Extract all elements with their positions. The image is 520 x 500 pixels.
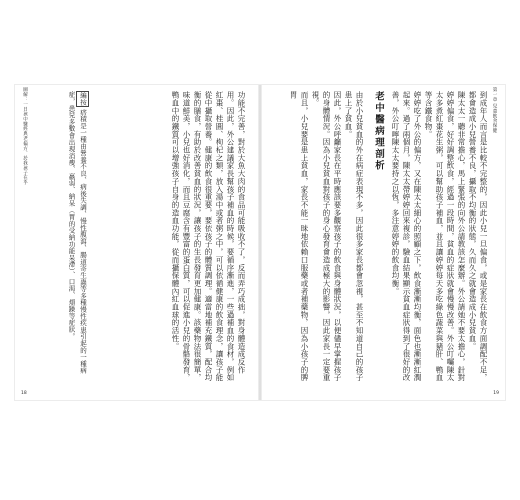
left-body-text xyxy=(95,91,247,383)
right-paragraph-3: 婷婷吃了外公的偏方，又在陳太太細心的照顧之下，飲食漸漸均衡，面色也漸漸紅潤起來。過了兩個月，陳太太帶婷婷回來複診，驗血結果顯示貧血症狀得到了很好的改善，外公叮嚀陳太太要持之以恆，多注意婷婷的飲食均衡。 xyxy=(391,91,422,382)
editor-note-label: 編按 xyxy=(76,91,90,107)
right-paragraph-4: 由於小兒貧血的外在病症表現不多，因此很多家長都會忽視，甚至不知道自己的孩子患上了貧血。 xyxy=(344,91,364,382)
right-paragraph-6: 而且，小兒要是患上貧血，家長不能一昧地依賴口服藥或者補藥物，因為小孩子的脾胃 xyxy=(289,91,309,382)
editor-note xyxy=(35,91,89,383)
right-paragraph-2: 陳太太一聽非常擔心，馬上緊張的向外公請教該怎麼辦。外公請她不要太擔心，針對婷婷偏食，好好調整飲食，經過一段時間，貧血的症狀就會慢慢改善。外公叮囑陳太太多煮紅棗花生粥，可以幫助孩子補血，並且讓婷婷每天多吃綠色蔬菜與豬肝、鴨血等含鐵食物。 xyxy=(424,91,466,382)
editor-note-text: 痞積是一種由營養不良、病後失調、慢性腹瀉、腸道寄生蟲等多種慢性疾患引起的一種病症，患兒多數會出現消瘦、羸弱、納呆（胃的受納功能呆滯）、口渴、煩躁等症狀。 xyxy=(67,91,87,374)
left-page xyxy=(15,85,260,400)
right-page xyxy=(260,85,505,400)
book-spread xyxy=(15,85,505,400)
right-body-text xyxy=(264,91,489,383)
right-page-number: 19 xyxy=(493,391,499,396)
right-paragraph-1: 到成年人而言是比較不完整的，因此小兒一旦偏食，或是家長在飲食方面調配不足，都會造成小兒營養不良，攝取不均衡的狀態，久而久之就會造成小兒貧血。 xyxy=(468,91,488,382)
left-page-number: 18 xyxy=(21,391,27,396)
right-paragraph-5: 因此，外公呼籲家長在平時應該要多觀察孩子的飲食與身體狀況，以便儘早掌握孩子的身體情況。因為小兒貧血對孩子的身心發育會造成極大的影響，因此家長一定要重視。 xyxy=(311,91,342,382)
section-title: 老中醫病理剖析 xyxy=(373,91,384,172)
left-paragraph: 功能不完善，對於大魚大肉的食品可能吸收不了，反而弄巧成拙，對身體造成反作用。因此，外公建議家長幫孩子補血的時候，要循序漸進，一些過補血的食材，例如紅棗、桂圓、枸杞之類，放入湯中或者粥之中，可以依循健康的飲食理念，讓孩子能從中攝取營養。健康的飲食很重要，要依孩子的體質調理。適當地補充鐵質，配合均衡的膳食，有助於改善貧血的狀況，讓孩子的生長發育更加健康。該藥物法很簡單，味道鮮美，小兒也好消化，而且豆腐含有豐富的蛋白質，可以促進小兒的骨骼發育，鴨血中的鐵質可以增強孩子自身的造血功能，從而攝保體內紅血球的活性。 xyxy=(171,91,246,382)
left-running-head: 圖解：一日孩中醫經典老偏方．於我孩子在乎 xyxy=(22,87,28,185)
right-running-head: 第一章 兒童飲食保健 xyxy=(492,87,497,133)
